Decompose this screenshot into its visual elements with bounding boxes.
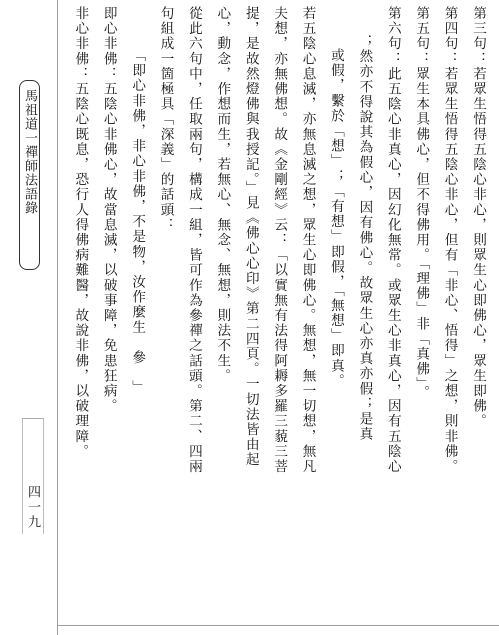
text-line: 心，動念，作想而生，若無心、無念、無想，則法不生。 [214, 6, 231, 384]
text-line: 即心非佛：五陰心非佛心，故當息滅，以破事障，免患狂病。 [100, 6, 117, 414]
text-line: ；然亦不得說其為假心，因有佛心。故眾生心亦真亦假；是真 [356, 34, 373, 442]
text-line: 「即心非佛，非心非佛，不是物，汝作麼生 參 」 [129, 48, 146, 396]
book-title: 馬祖道一禪師法語錄 [22, 89, 37, 215]
page-bottom-border [57, 625, 499, 626]
text-line: 非心非佛：五陰心既息，恐行人得佛病難醫，故說非佛，以破理障。 [72, 6, 89, 459]
text-line: 第三句：若眾生悟得五陰心非心，則眾生心即佛心，眾生即佛。 [470, 6, 486, 429]
text-line: 提，是故然燈佛與我授記。」見《佛心心印》第二四頁。一切法皆由起 [242, 6, 259, 468]
book-title-box [19, 80, 40, 270]
text-line: 若五陰心息滅，亦無息滅之想，眾生心即佛心。無想，無一切想，無凡 [299, 6, 316, 475]
text-line: 第四句：若眾生悟得五陰心非心，但有「非心、悟得」之想，則非佛。 [441, 6, 458, 475]
text-line: 句組成一箇極具「深義」的話頭： [157, 6, 174, 233]
page-left-border [57, 0, 58, 635]
page-number: 四一九 [25, 485, 40, 530]
text-line: 第五句：眾生本具佛心，但不得佛用。「理佛」非「真佛」。 [413, 6, 430, 401]
text-line: 或假，繫於「想」；「有想」即假，「無想」即真。 [327, 48, 344, 389]
text-line: 第六句：此五陰心非真心，因幻化無常。或眾生心非真心，因有五陰心 [384, 6, 401, 475]
text-line: 夫想，亦無佛想。故《金剛經》云：「以實無有法得阿耨多羅三藐三菩 [271, 6, 288, 475]
body-text [62, 6, 492, 616]
text-line: 從此六句中，任取兩句，構成一組，皆可作為參禪之話頭。第二、四兩 [185, 6, 202, 475]
